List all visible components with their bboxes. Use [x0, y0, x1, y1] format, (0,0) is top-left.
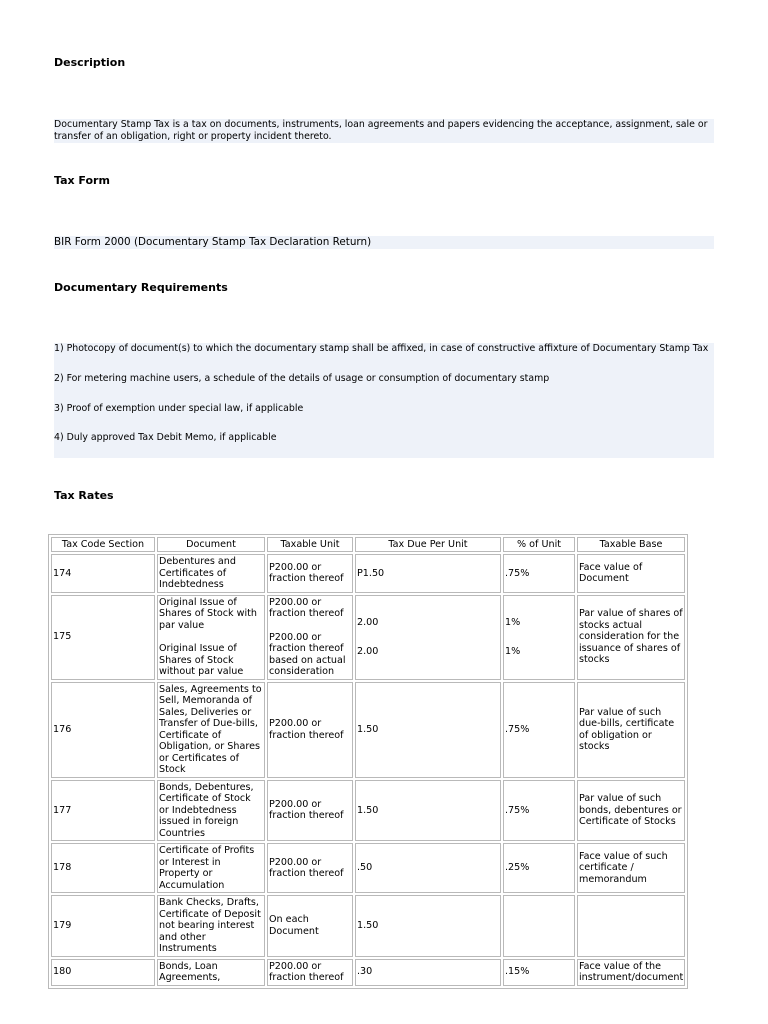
table-header-row — [51, 537, 685, 552]
unit-cell: P200.00 or fraction thereof — [267, 554, 353, 593]
unit-cell — [267, 595, 353, 680]
document-with-par: Original Issue of Shares of Stock with par value — [159, 596, 257, 631]
pct-cell — [503, 895, 575, 957]
pct-cell: .75% — [503, 554, 575, 593]
tax-form-box — [54, 236, 714, 249]
description-box — [54, 119, 714, 143]
document-cell: Sales, Agreements to Sell, Memoranda of Sales, Deliveries or Transfer of Due-bills, Certificate of Obligation, or Shares or Certificates of Stock — [157, 682, 265, 778]
column-header: Taxable Unit — [267, 537, 353, 552]
table-row — [51, 682, 685, 778]
requirement-item: 2) For metering machine users, a schedule of the details of usage or consumption of documentary stamp — [54, 373, 550, 384]
column-header: Taxable Base — [577, 537, 685, 552]
due-without-par: 2.00 — [357, 645, 379, 657]
pct-cell: .75% — [503, 780, 575, 842]
description-text: Documentary Stamp Tax is a tax on documents, instruments, loan agreements and papers evidencing the acceptance, assignment, sale or transfer of an obligation, right or property incident thereto. — [54, 119, 708, 142]
pct-cell: .75% — [503, 682, 575, 778]
table-row — [51, 554, 685, 593]
section-cell: 180 — [51, 959, 155, 986]
pct-without-par: 1% — [505, 645, 521, 657]
document-cell: Certificate of Profits or Interest in Property or Accumulation — [157, 843, 265, 893]
unit-with-par: P200.00 or fraction thereof — [269, 596, 344, 619]
section-cell: 176 — [51, 682, 155, 778]
due-with-par: 2.00 — [357, 617, 379, 628]
column-header: Tax Code Section — [51, 537, 155, 552]
document-cell: Bonds, Loan Agreements, — [157, 959, 265, 986]
column-header: % of Unit — [503, 537, 575, 552]
table-row — [51, 843, 685, 893]
section-cell: 175 — [51, 595, 155, 680]
due-cell: P1.50 — [355, 554, 501, 593]
document-without-par: Original Issue of Shares of Stock without par value — [159, 643, 244, 677]
table-row — [51, 895, 685, 957]
section-cell: 177 — [51, 780, 155, 842]
pct-cell: .15% — [503, 959, 575, 986]
requirement-item: 3) Proof of exemption under special law, if applicable — [54, 403, 304, 414]
unit-cell: P200.00 or fraction thereof — [267, 959, 353, 986]
column-header: Tax Due Per Unit — [355, 537, 501, 552]
base-cell: Par value of such due-bills, certificate of obligation or stocks — [577, 682, 685, 778]
column-header: Document — [157, 537, 265, 552]
section-cell: 179 — [51, 895, 155, 957]
requirements-heading: Documentary Requirements — [54, 281, 228, 294]
base-cell: Face value of the instrument/document — [577, 959, 685, 986]
base-cell: Face value of such certificate / memorandum — [577, 843, 685, 893]
unit-cell: P200.00 or fraction thereof — [267, 682, 353, 778]
document-cell: Bonds, Debentures, Certificate of Stock or Indebtedness issued in foreign Countries — [157, 780, 265, 842]
base-cell — [577, 895, 685, 957]
unit-without-par: P200.00 or fraction thereof based on actual consideration — [269, 631, 346, 677]
document-cell: Debentures and Certificates of Indebtedness — [157, 554, 265, 593]
due-cell: .50 — [355, 843, 501, 893]
due-cell: 1.50 — [355, 895, 501, 957]
table-row — [51, 959, 685, 986]
document-cell: Bank Checks, Drafts, Certificate of Deposit not bearing interest and other Instruments — [157, 895, 265, 957]
tax-form-text: BIR Form 2000 (Documentary Stamp Tax Declaration Return) — [54, 236, 372, 248]
due-cell: 1.50 — [355, 682, 501, 778]
unit-cell: On each Document — [267, 895, 353, 957]
requirement-item: 1) Photocopy of document(s) to which the documentary stamp shall be affixed, in case of constructive affixture of Documentary Stamp Tax — [54, 343, 709, 354]
due-cell: .30 — [355, 959, 501, 986]
due-cell: 1.50 — [355, 780, 501, 842]
section-cell: 174 — [51, 554, 155, 593]
description-heading: Description — [54, 56, 126, 69]
requirements-box — [54, 343, 714, 458]
pct-cell — [503, 595, 575, 680]
base-cell: Par value of shares of stocks actual consideration for the issuance of shares of stocks — [577, 595, 685, 680]
tax-rates-table — [48, 534, 688, 989]
due-cell — [355, 595, 501, 680]
document-cell — [157, 595, 265, 680]
section-cell: 178 — [51, 843, 155, 893]
tax-form-heading: Tax Form — [54, 174, 110, 187]
tax-rates-heading: Tax Rates — [54, 489, 114, 502]
unit-cell: P200.00 or fraction thereof — [267, 843, 353, 893]
base-cell: Par value of such bonds, debentures or Certificate of Stocks — [577, 780, 685, 842]
unit-cell: P200.00 or fraction thereof — [267, 780, 353, 842]
base-cell: Face value of Document — [577, 554, 685, 593]
table-row — [51, 595, 685, 680]
requirement-item: 4) Duly approved Tax Debit Memo, if applicable — [54, 432, 277, 443]
table-row — [51, 780, 685, 842]
pct-with-par: 1% — [505, 617, 521, 628]
pct-cell: .25% — [503, 843, 575, 893]
